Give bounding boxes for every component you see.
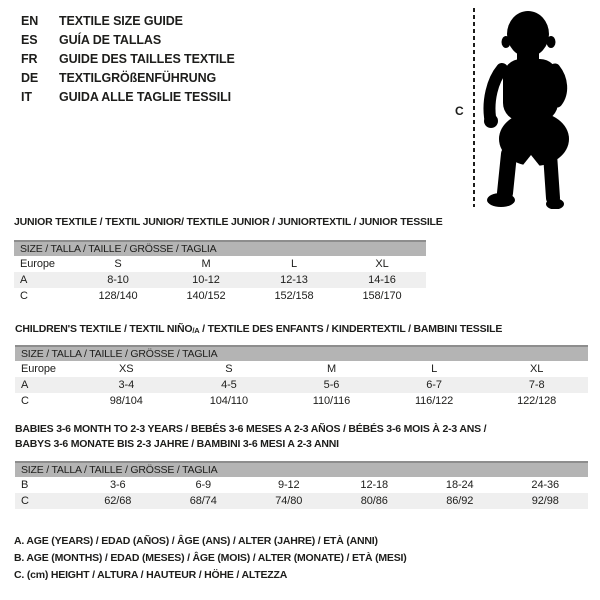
table-cell: 152/158 xyxy=(274,290,314,302)
table-title-line xyxy=(14,215,443,230)
language-list xyxy=(21,12,235,107)
table-cell: XL xyxy=(530,363,544,375)
row-label: A xyxy=(21,379,29,391)
table-title xyxy=(15,422,588,452)
language-code: DE xyxy=(21,71,39,85)
language-row xyxy=(21,88,235,107)
table-cell: 92/98 xyxy=(531,495,559,507)
table-title xyxy=(15,322,588,337)
table-title-line xyxy=(15,437,588,452)
table-cell: 110/116 xyxy=(312,395,351,407)
table-size-header: SIZE / TALLA / TAILLE / GRÖSSE / TAGLIA xyxy=(15,463,588,477)
table-title-text: BABYS 3-6 MONATE BIS 2-3 JAHRE / BAMBINI 3-6 MESI A 2-3 ANNI xyxy=(15,438,339,450)
table-cell: XL xyxy=(375,258,389,270)
table-row xyxy=(15,393,588,409)
row-label: C xyxy=(21,495,29,507)
table-cell: 12-13 xyxy=(280,274,308,286)
footnotes xyxy=(14,533,407,584)
table-row xyxy=(14,272,426,288)
size-table xyxy=(14,240,426,304)
language-label: GUÍA DE TALLAS xyxy=(59,33,162,47)
table-title-text: /A xyxy=(192,326,200,335)
language-row xyxy=(21,69,235,88)
table-cell: 3-4 xyxy=(118,379,135,391)
row-label: C xyxy=(20,290,28,302)
language-row xyxy=(21,12,235,31)
table-cell: 6-7 xyxy=(426,379,442,391)
row-label: Europe xyxy=(21,363,56,375)
footnote-line: C. (cm) HEIGHT / ALTURA / HAUTEUR / HÖHE / ALTEZZA xyxy=(14,569,288,581)
table-cell: 9-12 xyxy=(277,479,300,491)
table-row xyxy=(15,477,588,493)
table-cell: M xyxy=(326,363,337,375)
table-cell: 3-6 xyxy=(109,479,126,491)
table-cell: S xyxy=(114,258,122,270)
table-cell: 4-5 xyxy=(221,379,237,391)
table-cell: 74/80 xyxy=(275,495,303,507)
table-cell: S xyxy=(225,363,233,375)
table-cell: 6-9 xyxy=(195,479,212,491)
language-code: IT xyxy=(21,90,32,104)
size-table xyxy=(15,345,588,409)
table-row xyxy=(15,377,588,393)
table-cell: 80/86 xyxy=(360,495,388,507)
table-cell: L xyxy=(290,258,298,270)
table-cell: 8-10 xyxy=(107,274,129,286)
table-cell: XS xyxy=(119,363,134,375)
table-cell: 98/104 xyxy=(109,395,143,407)
table-cell: 10-12 xyxy=(192,274,220,286)
table-title-text: CHILDREN'S TEXTILE / TEXTIL NIÑO xyxy=(15,323,193,335)
toddler-silhouette-icon xyxy=(481,9,576,209)
table-row xyxy=(14,288,426,304)
row-label: Europe xyxy=(20,258,55,270)
table-cell: 116/122 xyxy=(414,395,454,407)
height-marker-label: C xyxy=(455,104,464,118)
table-cell: 62/68 xyxy=(104,495,132,507)
language-code: EN xyxy=(21,14,39,28)
table-row xyxy=(15,361,588,377)
table-size-header: SIZE / TALLA / TAILLE / GRÖSSE / TAGLIA xyxy=(15,347,588,361)
language-row xyxy=(21,50,235,69)
table-cell: 128/140 xyxy=(98,290,138,302)
language-label: GUIDE DES TAILLES TEXTILE xyxy=(59,52,235,66)
table-title xyxy=(14,215,443,230)
row-label: A xyxy=(20,274,28,286)
table-cell: 158/170 xyxy=(362,290,402,302)
table-title-text: / TEXTILE DES ENFANTS / KINDERTEXTIL / BAMBINI TESSILE xyxy=(199,323,503,335)
junior-table-section xyxy=(14,215,443,304)
table-cell: 12-18 xyxy=(360,479,389,491)
footnote-line: B. AGE (MONTHS) / EDAD (MESES) / ÂGE (MOIS) / ALTER (MONATE) / ETÀ (MESI) xyxy=(14,552,407,564)
table-title-line xyxy=(15,422,588,437)
table-size-header: SIZE / TALLA / TAILLE / GRÖSSE / TAGLIA xyxy=(14,242,426,256)
language-label: GUIDA ALLE TAGLIE TESSILI xyxy=(59,90,232,104)
table-row xyxy=(14,256,426,272)
language-label: TEXTILGRÖßENFÜHRUNG xyxy=(59,71,217,85)
table-cell: M xyxy=(201,258,211,270)
language-code: ES xyxy=(21,33,38,47)
footnote-line: A. AGE (YEARS) / EDAD (AÑOS) / ÂGE (ANS) / ALTER (JAHRE) / ETÀ (ANNI) xyxy=(14,535,378,547)
language-label: TEXTILE SIZE GUIDE xyxy=(59,14,183,28)
table-title-line xyxy=(15,322,588,337)
table-cell: 86/92 xyxy=(446,495,474,507)
row-label: B xyxy=(21,479,29,491)
table-cell: 140/152 xyxy=(186,290,226,302)
table-cell: 5-6 xyxy=(323,379,340,391)
row-label: C xyxy=(21,395,29,407)
language-row xyxy=(21,31,235,50)
height-measure-dashed-line xyxy=(473,8,475,207)
size-table xyxy=(15,461,588,509)
table-title-text: JUNIOR TEXTILE / TEXTIL JUNIOR/ TEXTILE JUNIOR / JUNIORTEXTIL / JUNIOR TESSILE xyxy=(14,216,443,228)
children-table-section xyxy=(15,322,588,409)
table-cell: 122/128 xyxy=(517,395,557,407)
table-title-text: BABIES 3-6 MONTH TO 2-3 YEARS / BEBÉS 3-6 MESES A 2-3 AÑOS / BÉBÉS 3-6 MOIS À 2-3 ANS / xyxy=(15,423,487,435)
table-row xyxy=(15,493,588,509)
table-cell: 7-8 xyxy=(528,379,545,391)
table-cell: 24-36 xyxy=(531,479,560,491)
language-code: FR xyxy=(21,52,38,66)
table-cell: 104/110 xyxy=(209,395,249,407)
table-cell: 68/74 xyxy=(189,495,217,507)
table-cell: 18-24 xyxy=(445,479,474,491)
babies-table-section xyxy=(15,422,588,509)
table-cell: L xyxy=(431,363,438,375)
table-cell: 14-16 xyxy=(368,274,396,286)
